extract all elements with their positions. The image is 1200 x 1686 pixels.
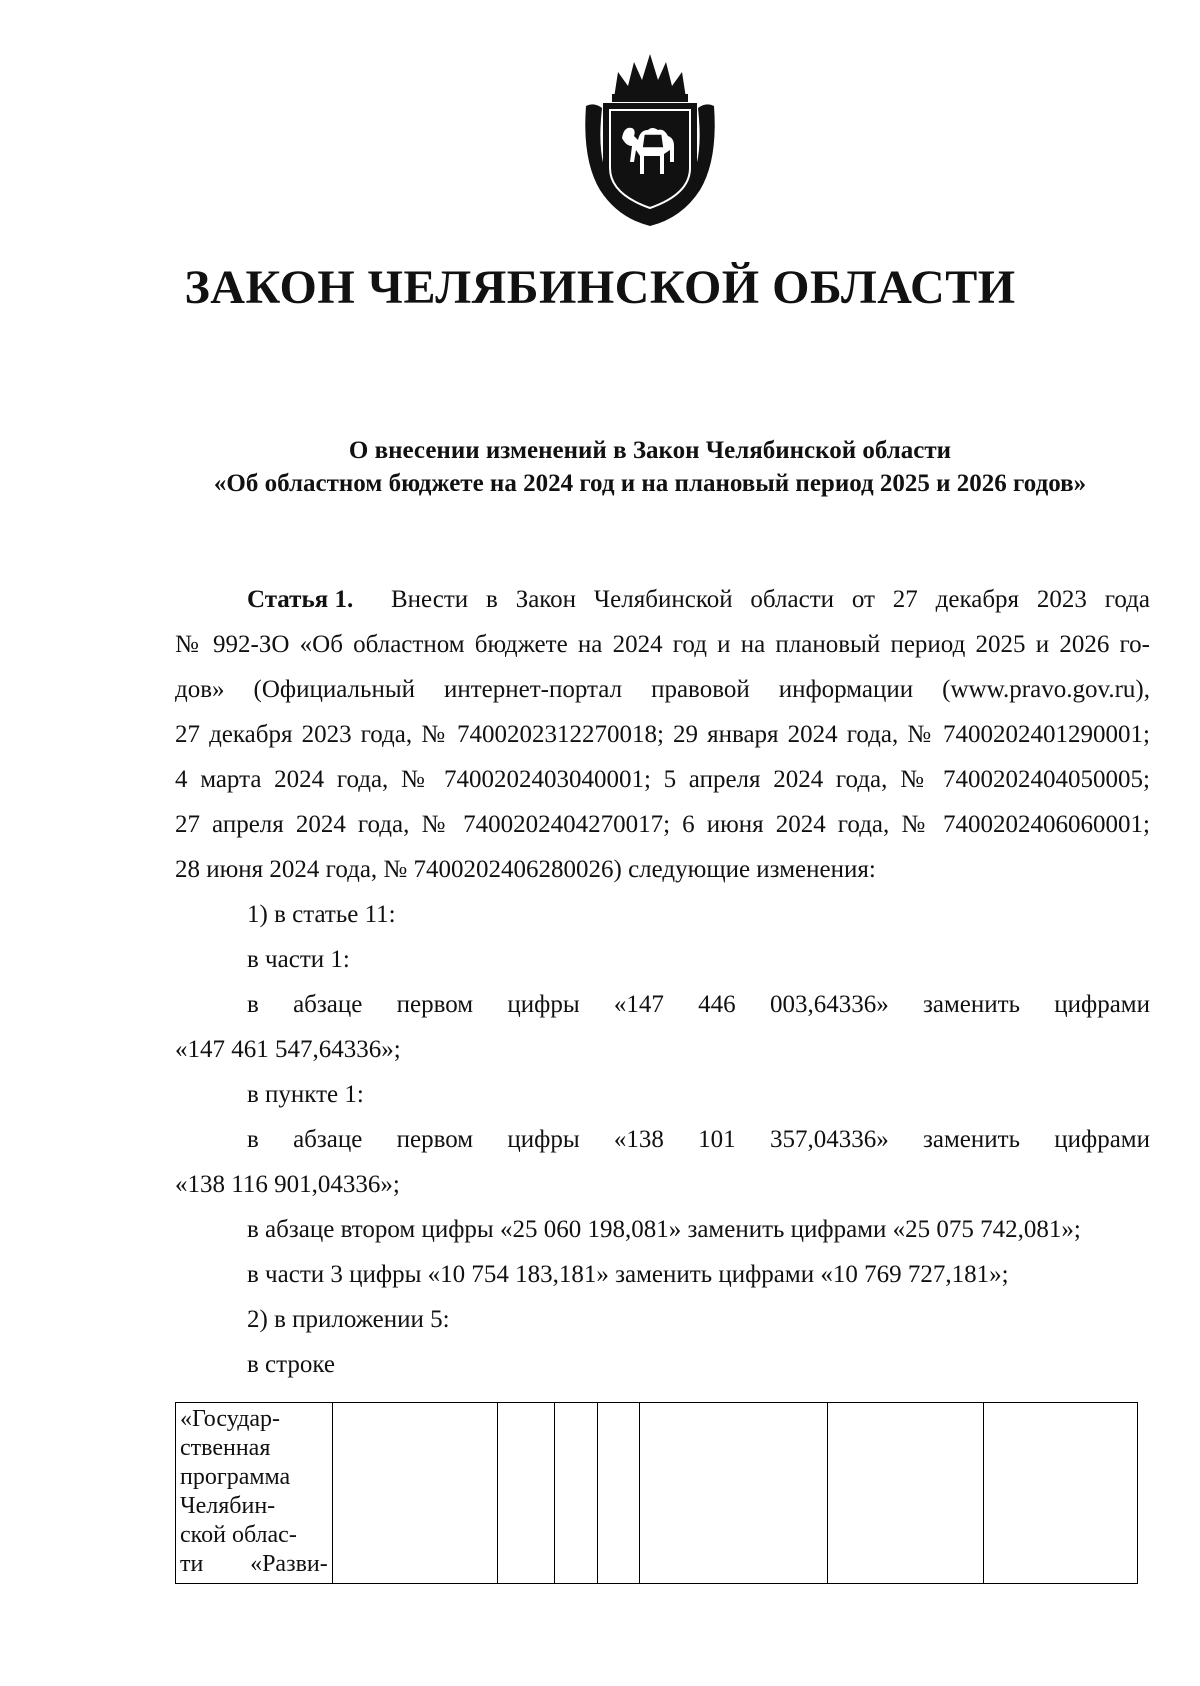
table-row: [176, 1403, 1138, 1584]
table-cell-line: программа: [180, 1464, 291, 1490]
article-label: Статья 1.: [247, 586, 354, 613]
document-subtitle-line-2: «Об областном бюджете на 2024 год и на плановый период 2025 и 2026 годов»: [213, 470, 1087, 497]
article-text-line-3: дов» (Официальный интернет-портал правовой информации (www.pravo.gov.ru),: [175, 676, 1150, 703]
table-cell: [827, 1403, 984, 1584]
table-cell: [554, 1403, 597, 1584]
article-text-line-6: 27 апреля 2024 года, № 7400202404270017; 6 июня 2024 года, № 7400202406060001;: [175, 811, 1150, 838]
table-cell-name: [176, 1403, 333, 1584]
table-cell: [597, 1403, 640, 1584]
article-text-line-2: № 992-ЗО «Об областном бюджете на 2024 год и на плановый период 2025 и 2026 го-: [175, 631, 1150, 658]
item-in-row: в строке: [247, 1351, 336, 1378]
item-paragraph-first-replace-2: в абзаце первом цифры «138 101 357,04336» заменить цифрами: [247, 1126, 1150, 1153]
table-cell-line: ти «Разви-: [180, 1551, 328, 1577]
table-cell: [332, 1403, 498, 1584]
table-cell: [984, 1403, 1138, 1584]
item-2-appendix-5: 2) в приложении 5:: [247, 1306, 450, 1333]
table-cell: [498, 1403, 555, 1584]
article-text-line-7: 28 июня 2024 года, № 7400202406280026) следующие изменения:: [175, 856, 876, 883]
article-text-line-1: Внести в Закон Челябинской области от 27 декабря 2023 года: [391, 586, 1150, 613]
table-cell-line: ской облас-: [180, 1522, 297, 1548]
document-title: ЗАКОН ЧЕЛЯБИНСКОЙ ОБЛАСТИ: [184, 261, 1016, 314]
table-cell-line: ственная: [180, 1435, 271, 1461]
article-text-line-5: 4 марта 2024 года, № 7400202403040001; 5 апреля 2024 года, № 7400202404050005;: [175, 766, 1150, 793]
table-cell-line: Челябин-: [180, 1493, 276, 1519]
item-part-1: в части 1:: [247, 946, 350, 973]
item-paragraph-first-replace-cont: «147 461 547,64336»;: [175, 1036, 401, 1063]
item-point-1: в пункте 1:: [247, 1081, 364, 1108]
item-paragraph-second-replace: в абзаце втором цифры «25 060 198,081» заменить цифрами «25 075 742,081»;: [247, 1216, 1081, 1243]
item-1-in-article-11: 1) в статье 11:: [247, 901, 396, 928]
item-paragraph-first-replace-2-cont: «138 116 901,04336»;: [175, 1171, 400, 1198]
appendix-table: [175, 1402, 1138, 1584]
document-subtitle-line-1: О внесении изменений в Закон Челябинской области: [348, 437, 952, 464]
article-first-line: [247, 585, 1150, 615]
item-paragraph-first-replace: в абзаце первом цифры «147 446 003,64336» заменить цифрами: [247, 991, 1150, 1018]
table-cell-line: «Государ-: [180, 1406, 281, 1432]
coat-of-arms-emblem: [578, 50, 722, 228]
table-cell: [640, 1403, 827, 1584]
article-text-line-4: 27 декабря 2023 года, № 7400202312270018; 29 января 2024 года, № 7400202401290001;: [175, 721, 1150, 748]
item-part-3-replace: в части 3 цифры «10 754 183,181» заменить цифрами «10 769 727,181»;: [247, 1261, 1009, 1288]
